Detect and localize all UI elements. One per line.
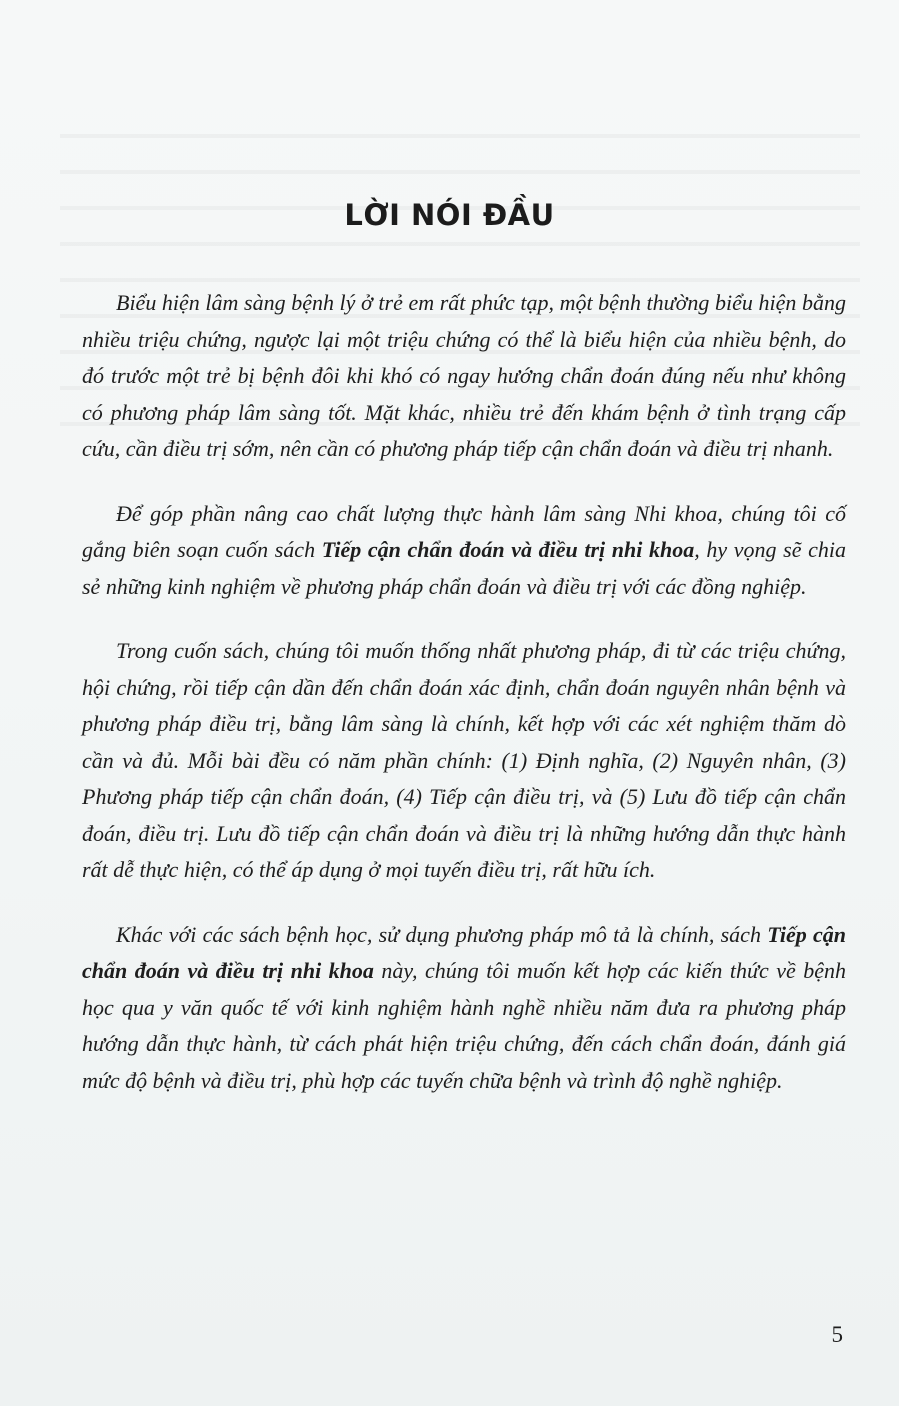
paragraph-2 xyxy=(82,496,846,606)
paragraph-2-text-start: Để góp phần nâng cao chất lượng thực hành lâm sàng Nhi khoa, chúng tôi cố gắng biên soạn cuốn sách xyxy=(82,500,846,562)
paragraph-2-text-end: , hy vọng sẽ chia sẻ những kinh nghiệm về phương pháp chẩn đoán và điều trị với các đồng nghiệp. xyxy=(82,537,847,599)
page-number: 5 xyxy=(831,1322,843,1347)
paragraph-3 xyxy=(82,633,846,889)
book-title-emphasis: Tiếp cận chẩn đoán và điều trị nhi khoa xyxy=(82,921,846,983)
paragraph-1-text: Biểu hiện lâm sàng bệnh lý ở trẻ em rất phức tạp, một bệnh thường biểu hiện bằng nhiều triệu chứng, ngược lại một triệu chứng có thể là biểu hiện của nhiều bệnh, do đó trước một trẻ bị bệnh đôi khi khó có ngay hướng chẩn đoán đúng nếu như không có phương pháp lâm sàng tốt. Mặt khác, nhiều trẻ đến khám bệnh ở tình trạng cấp cứu, cần điều trị sớm, nên cần có phương pháp tiếp cận chẩn đoán và điều trị nhanh. xyxy=(82,290,846,461)
paragraph-4-text-start: Khác với các sách bệnh học, sử dụng phương pháp mô tả là chính, sách xyxy=(116,921,768,947)
paragraph-4-text-end: này, chúng tôi muốn kết hợp các kiến thức về bệnh học qua y văn quốc tế với kinh nghiệm hành nghề nhiều năm đưa ra phương pháp hướng dẫn thực hành, từ cách phát hiện triệu chứng, đến cách chẩn đoán, đánh giá mức độ bệnh và điều trị, phù hợp các tuyến chữa bệnh và trình độ nghề nghiệp. xyxy=(82,958,847,1093)
paragraph-3-text: Trong cuốn sách, chúng tôi muốn thống nhất phương pháp, đi từ các triệu chứng, hội chứng, rồi tiếp cận dần đến chẩn đoán xác định, chẩn đoán nguyên nhân bệnh và phương pháp điều trị, bằng lâm sàng là chính, kết hợp với các xét nghiệm thăm dò cần và đủ. Mỗi bài đều có năm phần chính: (1) Định nghĩa, (2) Nguyên nhân, (3) Phương pháp tiếp cận chẩn đoán, (4) Tiếp cận điều trị, và (5) Lưu đồ tiếp cận chẩn đoán, điều trị. Lưu đồ tiếp cận chẩn đoán và điều trị là những hướng dẫn thực hành rất dễ thực hiện, có thể áp dụng ở mọi tuyến điều trị, rất hữu ích. xyxy=(82,638,846,882)
book-title-emphasis: Tiếp cận chẩn đoán và điều trị nhi khoa xyxy=(321,537,695,562)
paragraph-1 xyxy=(82,285,846,468)
paragraph-4 xyxy=(82,917,846,1100)
preface-body xyxy=(82,285,846,1127)
page-title: LỜI NÓI ĐẦU xyxy=(344,198,555,232)
